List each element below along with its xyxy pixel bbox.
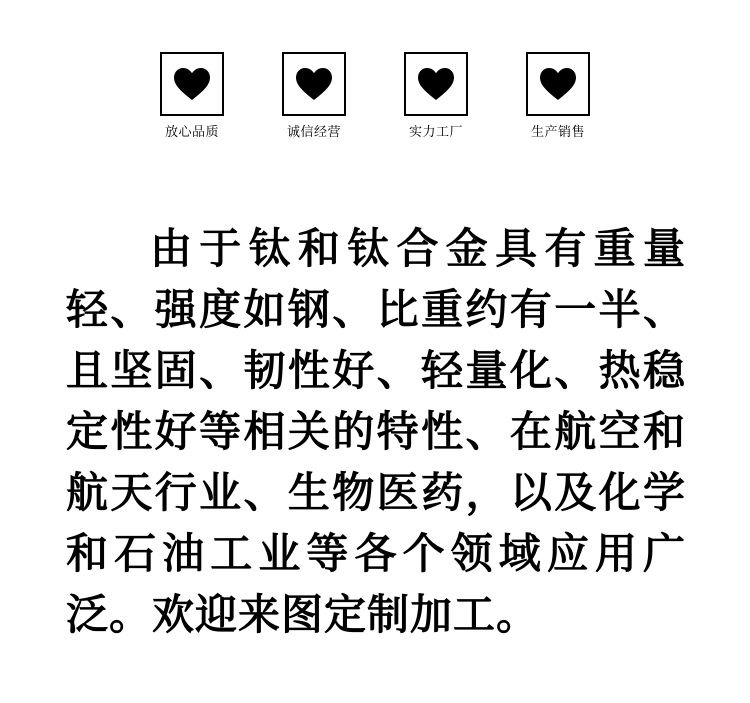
heart-icon	[539, 67, 577, 101]
heart-icon	[173, 67, 211, 101]
heart-icon	[295, 67, 333, 101]
trust-badge	[393, 52, 479, 140]
badge-label: 实力工厂	[408, 125, 463, 140]
badge-label: 诚信经营	[286, 125, 341, 140]
trust-badge-row	[0, 52, 750, 140]
badge-label: 生产销售	[530, 125, 585, 140]
description-paragraph: 由于钛和钛合金具有重量轻、强度如钢、比重约有一半、且坚固、韧性好、轻量化、热稳定性好等相关的特性、在航空和航天行业、生物医药，以及化学和石油工业等各个领域应用广泛。欢迎来图定制加工。	[66, 224, 686, 639]
badge-icon-box	[160, 52, 224, 116]
badge-label: 放心品质	[164, 125, 219, 140]
badge-icon-box	[526, 52, 590, 116]
trust-badge	[515, 52, 601, 140]
badge-icon-box	[282, 52, 346, 116]
badge-icon-box	[404, 52, 468, 116]
heart-icon	[417, 67, 455, 101]
trust-badge	[149, 52, 235, 140]
trust-badge	[271, 52, 357, 140]
